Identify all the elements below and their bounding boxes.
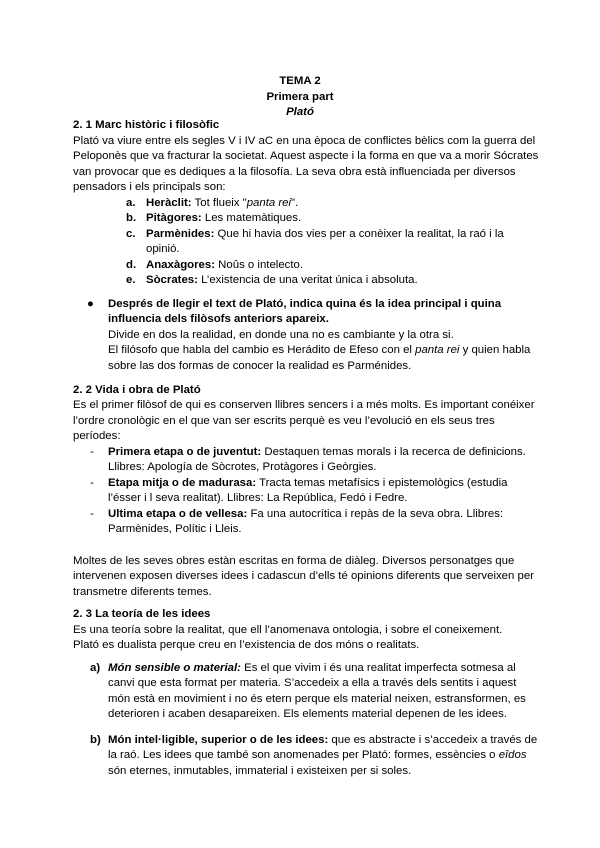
dash-marker: - (90, 508, 94, 520)
list-item: Etapa mitja o de madurasa: Tracta temas metafísics i epistemològics (estudia (108, 477, 508, 489)
bullet-icon: ● (87, 298, 94, 310)
paragraph-line: períodes: (73, 430, 121, 442)
paragraph-line: l’ordre cronològic en el que van ser escrits perquè es veu l’evolució en els seus tres (73, 415, 495, 427)
list-item-continuation: deterioren i acaben desapareixen. Els elements material depenen de les idees. (108, 708, 507, 720)
list-item-continuation: món està en movimient i no és etern perque els material neixen, estransformen, es (108, 693, 526, 705)
list-item: Parmènides: Que hi havia dos vies per a conèixer la realitat, la raó i la (146, 228, 504, 240)
paragraph-line: transmetre diferents temes. (73, 586, 212, 598)
list-item: Anaxàgores: Noûs o intelecto. (146, 259, 304, 271)
dash-marker: - (90, 477, 94, 489)
doc-author-title: Plató (286, 106, 314, 118)
dash-marker: - (90, 446, 94, 458)
answer-line: El filósofo que habla del cambio es Herádito de Efeso con el panta rei y quien habla (108, 344, 531, 356)
list-item-continuation: Llibres: Apología de Sòcrotes, Protàgores i Geòrgies. (108, 461, 377, 473)
list-item-continuation: la raó. Les idees que també son anomenades per Plató: formes, essències o eîdos (108, 749, 527, 761)
list-item: Primera etapa o de juventut: Destaquen temas morals i la recerca de definicions. (108, 446, 526, 458)
paragraph-line: Es el primer filòsof de qui es conserven llibres sencers i a més molts. Es important conéixer (73, 399, 535, 411)
paragraph-line: intervenen exposen diverses idees i cadascun d’ells té opinions diferents que serveixen per (73, 570, 534, 582)
list-item-continuation: l’ésser i l seva realitat). Llibres: La República, Fedó i Fedre. (108, 492, 408, 504)
doc-tema-title: TEMA 2 (279, 75, 321, 87)
paragraph-line: Plató va viure entre els segles V i IV aC en una època de conflictes bèlics com la guerra del (73, 135, 536, 147)
list-marker: b) (90, 734, 101, 746)
list-marker: b. (126, 212, 137, 224)
list-item: Món sensible o material: Es el que vivim i és una realitat imperfecta sotmesa al (108, 662, 516, 674)
answer-line: sobre las dos formas de conocer la realidad es Parménides. (108, 360, 412, 372)
list-item-continuation: opinió. (146, 243, 180, 255)
answer-line: Divide en dos la realidad, en donde una no es cambiante y la otra si. (108, 329, 454, 341)
list-item-continuation: canvi que esta format per materia. S’accedeix a ella a través dels sentits i aquest (108, 677, 517, 689)
list-item-continuation: són eternes, inmutables, immaterial i existeixen per si soles. (108, 765, 412, 777)
paragraph-line: Moltes de les seves obres estàn escritas en forma de diàleg. Diversos personatges que (73, 555, 515, 567)
doc-part-title: Primera part (266, 91, 334, 103)
list-marker: d. (126, 259, 137, 271)
section-heading-2: 2. 2 Vida i obra de Plató (73, 384, 201, 396)
paragraph-line: pensadors i els principals son: (73, 181, 226, 193)
section-heading-1: 2. 1 Marc històric i filosòfic (73, 119, 220, 131)
list-marker: a) (90, 662, 101, 674)
list-item: Pitàgores: Les matemàtiques. (146, 212, 302, 224)
list-item: Món intel·ligible, superior o de les idees: que es abstracte i s’accedeix a través de (108, 734, 538, 746)
list-marker: e. (126, 274, 136, 286)
paragraph-line: van provocar que es dediques a la filosofía. La seva obra està influenciada per diversos (73, 166, 516, 178)
list-item: Sòcrates: L’existencia de una veritat única i absoluta. (146, 274, 418, 286)
list-item: Ultima etapa o de vellesa: Fa una autocrítica i repàs de la seva obra. Llibres: (108, 508, 504, 520)
list-marker: a. (126, 197, 136, 209)
paragraph-line: Plató es dualista perque creu en l’existencia de dos móns o realitats. (73, 639, 420, 651)
section-heading-3: 2. 3 La teoría de les idees (73, 608, 211, 620)
paragraph-line: Es una teoría sobre la realitat, que ell l’anomenava ontologia, i sobre el coneixement. (73, 624, 503, 636)
list-item-continuation: Parmènides, Polític i Lleis. (108, 523, 242, 535)
question-line: influencia dels filòsofs anteriors apareix. (108, 313, 329, 325)
list-marker: c. (126, 228, 136, 240)
question-line: Després de llegir el text de Plató, indica quina és la idea principal i quina (108, 298, 502, 310)
paragraph-line: Peloponès que va fracturar la societat. Aquest aspecte i la forma en que va a morir Sócrates (73, 150, 539, 162)
list-item: Heràclit: Tot flueix "panta rei". (146, 197, 299, 209)
